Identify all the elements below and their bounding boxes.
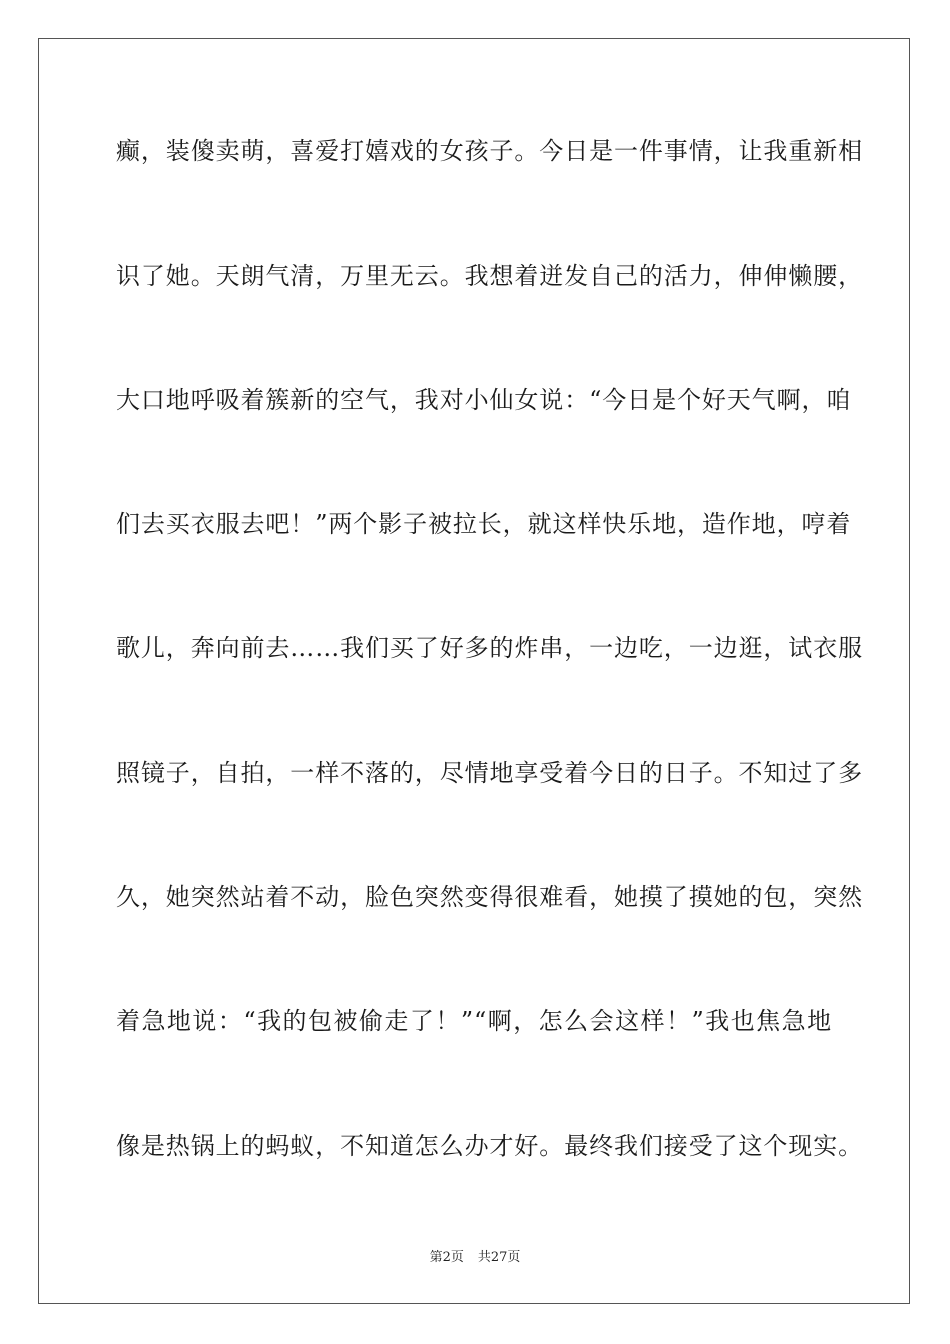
text-line-3: 大口地呼吸着簇新的空气，我对小仙女说：“今日是个好天气啊，咱 <box>116 386 852 414</box>
page-number: 第2页 <box>429 1250 464 1265</box>
text-line-5: 歌儿，奔向前去……我们买了好多的炸串，一边吃，一边逛，试衣服 <box>116 634 863 662</box>
text-line-6: 照镜子，自拍，一样不落的，尽情地享受着今日的日子。不知过了多 <box>116 759 863 787</box>
page-total: 共27页 <box>477 1250 521 1265</box>
text-line-7: 久，她突然站着不动，脸色突然变得很难看，她摸了摸她的包，突然 <box>116 883 863 911</box>
text-line-8: 着急地说：“我的包被偷走了！”“啊，怎么会这样！”我也焦急地 <box>116 1007 832 1035</box>
text-line-1: 癫，装傻卖萌，喜爱打嬉戏的女孩子。今日是一件事情，让我重新相 <box>116 137 863 165</box>
text-line-2: 识了她。天朗气清，万里无云。我想着迸发自己的活力，伸伸懒腰， <box>116 262 863 290</box>
page-border <box>38 38 910 1304</box>
text-line-4: 们去买衣服去吧！”两个影子被拉长，就这样快乐地，造作地，哼着 <box>116 510 852 538</box>
text-line-9: 像是热锅上的蚂蚁，不知道怎么办才好。最终我们接受了这个现实。 <box>116 1132 863 1160</box>
page-footer <box>0 1246 950 1265</box>
